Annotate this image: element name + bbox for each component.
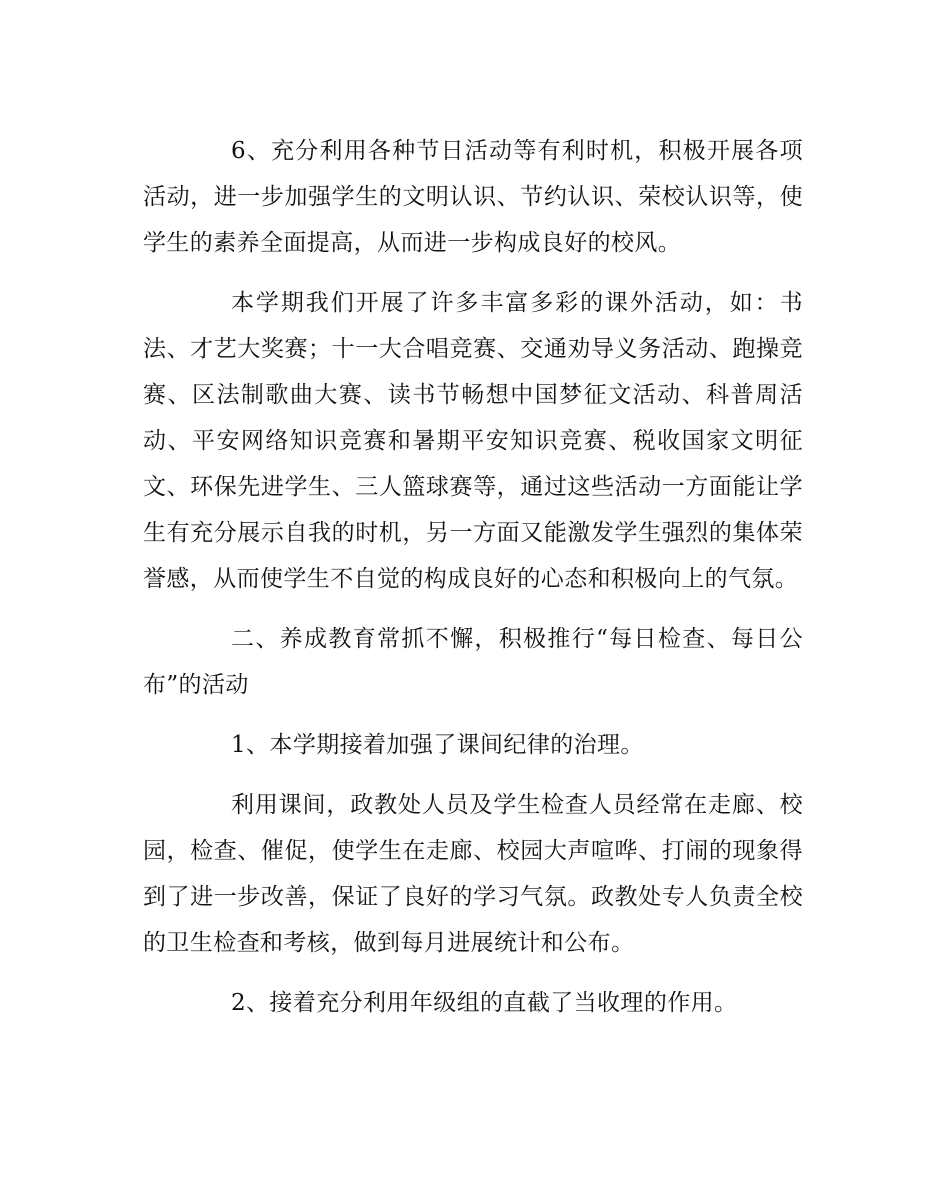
paragraph-break-discipline: 1、本学期接着加强了课间纪律的治理。 — [231, 732, 644, 758]
section-heading-habit-education: 二、养成教育常抓不懈，积极推行“每日检查、每日公布”的活动 — [143, 626, 803, 698]
paragraph-grade-group: 2、接着充分利用年级组的直截了当收理的作用。 — [231, 990, 738, 1016]
paragraph-activities: 6、充分利用各种节日活动等有利时机，积极开展各项活动，进一步加强学生的文明认识、节约认识、荣校认识等，使学生的素养全面提高，从而进一步构成良好的校风。 — [143, 138, 803, 256]
paragraph-extracurricular: 本学期我们开展了许多丰富多彩的课外活动，如：书法、才艺大奖赛；十一大合唱竞赛、交通劝导义务活动、跑操竞赛、区法制歌曲大赛、读书节畅想中国梦征文活动、科普周活动、平安网络知识竞赛和暑期平安知识竞赛、税收国家文明征文、环保先进学生、三人篮球赛等，通过这些活动一方面能让学生有充分展示自我的时机，另一方面又能激发学生强烈的集体荣誉感，从而使学生不自觉的构成良好的心态和积极向上的气氛。 — [143, 290, 803, 592]
paragraph-inspection: 利用课间，政教处人员及学生检查人员经常在走廊、校园，检查、催促，使学生在走廊、校园大声喧哗、打闹的现象得到了进一步改善，保证了良好的学习气氛。政教处专人负责全校的卫生检查和考核，做到每月进展统计和公布。 — [143, 792, 803, 956]
document-body — [143, 128, 803, 1026]
